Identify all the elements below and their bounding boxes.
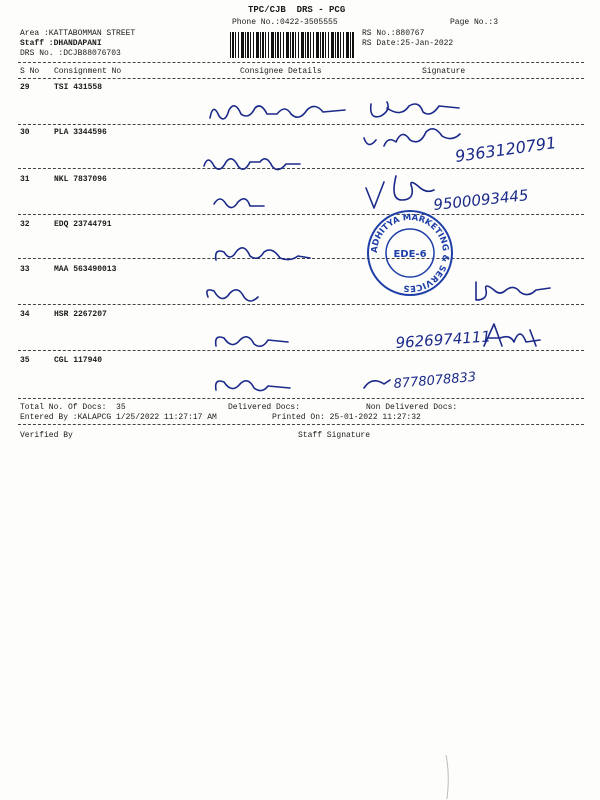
row-consignment: MAA 563490013: [54, 265, 117, 274]
handwritten-name-row33: [200, 283, 270, 313]
row-sno: 31: [20, 175, 30, 184]
document-title: TPC/CJB DRS - PCG: [248, 5, 346, 15]
handwritten-signature-row34: [390, 316, 560, 356]
row-consignment: HSR 2267207: [54, 310, 107, 319]
row-sno: 33: [20, 265, 30, 274]
row-consignment: NKL 7837096: [54, 175, 107, 184]
phone-handwritten: 8778078833: [393, 369, 477, 392]
handwritten-name-row35: [210, 372, 300, 402]
stamp-text: ADHITYA MARKETING & SERVICES: [369, 212, 451, 294]
row-sno: 32: [20, 220, 30, 229]
delivered-docs: Delivered Docs:: [228, 403, 301, 412]
area-label: Area :KATTABOMMAN STREET: [20, 29, 136, 38]
handwritten-name-row34: [210, 328, 300, 358]
phone-handwritten: 9363120791: [453, 132, 558, 166]
verified-by: Verified By: [20, 431, 73, 440]
column-header-consignee: Consignee Details: [240, 67, 322, 76]
scan-mark: [444, 755, 454, 800]
staff-label: Staff :DHANDAPANI: [20, 39, 102, 48]
non-delivered-docs: Non Delivered Docs:: [366, 403, 458, 412]
handwritten-name-row31: [210, 190, 270, 218]
row-consignment: TSI 431558: [54, 83, 103, 92]
handwritten-name-row29: [205, 98, 355, 128]
divider: [18, 62, 584, 63]
printed-on: Printed On: 25-01-2022 11:27:32: [272, 413, 421, 422]
phone-handwritten: 9626974111: [395, 327, 492, 352]
handwritten-name-row32: [210, 240, 330, 270]
company-stamp: [365, 208, 455, 298]
column-header-consignment: Consignment No: [54, 67, 122, 76]
handwritten-signature-row30: [360, 116, 590, 170]
divider: [18, 424, 584, 425]
barcode: [230, 32, 354, 58]
staff-signature: Staff Signature: [298, 431, 371, 440]
row-consignment: PLA 3344596: [54, 128, 107, 137]
rs-number: RS No.:880767: [362, 29, 425, 38]
stamp-center-text: EDE-6: [393, 249, 427, 260]
divider: [18, 78, 584, 79]
row-consignment: EDQ 23744791: [54, 220, 112, 229]
handwritten-signature-row33: [470, 278, 560, 308]
row-sno: 30: [20, 128, 30, 137]
row-sno: 29: [20, 83, 30, 92]
row-consignment: CGL 117940: [54, 356, 103, 365]
row-sno: 35: [20, 356, 30, 365]
phone-number: Phone No.:0422-3505555: [232, 18, 338, 27]
divider: [18, 398, 584, 399]
page-number: Page No.:3: [450, 18, 499, 27]
phone-handwritten: 9500093445: [432, 186, 530, 214]
drs-number: DRS No. :DCJB88076703: [20, 49, 121, 58]
column-header-sno: S No: [20, 67, 40, 76]
rs-date: RS Date:25-Jan-2022: [362, 39, 454, 48]
total-docs: Total No. Of Docs: 35: [20, 403, 126, 412]
handwritten-signature-row35: [360, 366, 510, 398]
handwritten-name-row30: [200, 150, 310, 180]
column-header-signature: Signature: [422, 67, 466, 76]
entered-by: Entered By :KALAPCG 1/25/2022 11:27:17 AM: [20, 413, 217, 422]
row-sno: 34: [20, 310, 30, 319]
